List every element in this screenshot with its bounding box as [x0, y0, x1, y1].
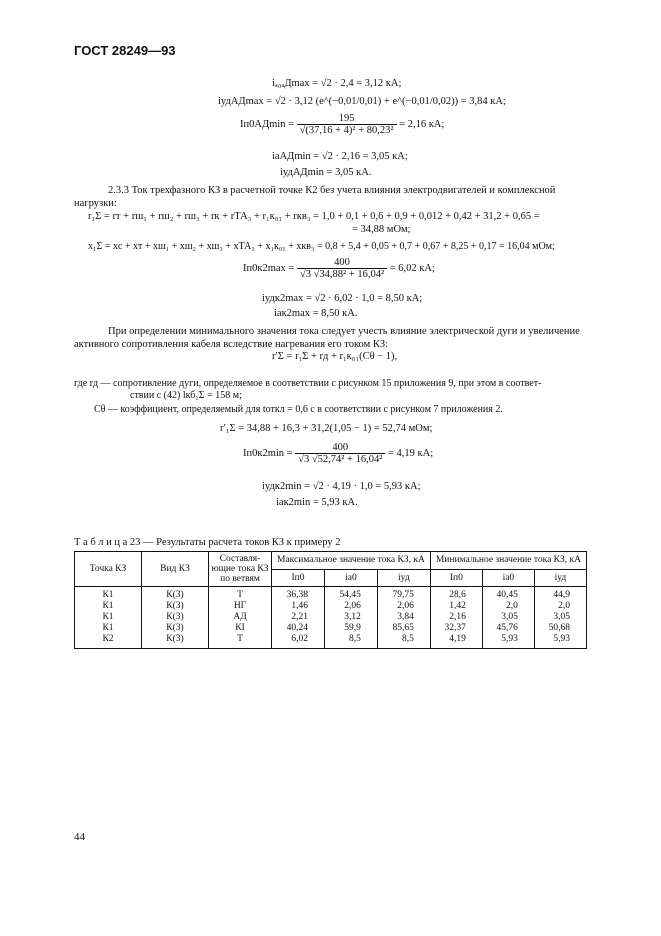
cell-value: 28,6 — [430, 587, 482, 602]
formula-r-sum-prime: r′Σ = r₁Σ + rд + r₁к₀₁(Cθ − 1), — [272, 351, 398, 362]
sub-ip0-max: Iп0 — [272, 569, 325, 587]
cell-point: К1 — [75, 587, 142, 602]
where-rd-cont: ствии с (42) lкб₁Σ = 158 м; — [130, 390, 242, 401]
formula-ip0-k2-max: Iп0к2max = $\frac{400}{\text{√3 √34,88² + 16,04²}}$ = 6,02 кА; — [243, 257, 435, 280]
formula-ip0-k2-min: Iп0к2min = $\frac{400}{\text{√3 √52,74² + 16,04²}}$ = 4,19 кА; — [243, 442, 434, 465]
cell-value: 5,93 — [534, 634, 586, 649]
cell-value: 2,06 — [324, 601, 377, 612]
cell-value: 2,0 — [534, 601, 586, 612]
cell-comp: Т — [209, 587, 272, 602]
cell-type: К(3) — [142, 623, 209, 634]
cell-value: 50,68 — [534, 623, 586, 634]
cell-value: 3,05 — [482, 612, 534, 623]
cell-value: 2,0 — [482, 601, 534, 612]
formula-iud-ad-max: iудАДmax = √2 · 3,12 (e^(−0,01/0,01) + e^(−0,01/0,02)) = 3,84 кА; — [218, 96, 506, 107]
formula-r1-sum: r₁Σ = rт + rш₁ + rш₂ + rш₃ + rк + rТА₃ + r₁к₀₁ + rкв₃ = 1,0 + 0,1 + 0,6 + 0,9 + 0,012 + 0,42 + 31,2 + 0,65 = — [88, 211, 540, 222]
cell-value: 32,37 — [430, 623, 482, 634]
cell-comp: Т — [209, 634, 272, 649]
sub-ia0-max: iа0 — [324, 569, 377, 587]
cell-value: 8,5 — [324, 634, 377, 649]
formula-r1-sum-result: = 34,88 мОм; — [352, 224, 411, 235]
paragraph-2-3-3: 2.3.3 Ток трехфазного КЗ в расчетной точке К2 без учета влияния электродвигателей и комплексной нагрузки: — [74, 185, 556, 209]
cell-comp: НГ — [209, 601, 272, 612]
fraction: $\frac{400}{\text{√3 √52,74² + 16,04²}}$ — [295, 442, 385, 465]
cell-value: 3,12 — [324, 612, 377, 623]
cell-value: 6,02 — [272, 634, 325, 649]
cell-value: 45,76 — [482, 623, 534, 634]
table-caption: Т а б л и ц а 23 — Результаты расчета токов КЗ к примеру 2 — [74, 537, 341, 548]
cell-value: 40,45 — [482, 587, 534, 602]
header-max: Максимальное значение тока КЗ, кА — [272, 552, 431, 570]
table-row — [75, 612, 587, 623]
cell-value: 3,05 — [534, 612, 586, 623]
cell-type: К(3) — [142, 612, 209, 623]
sub-ia0-min: iа0 — [482, 569, 534, 587]
formula-r1-sum-prime: r′₁Σ = 34,88 + 16,3 + 31,2(1,05 − 1) = 52,74 мОм; — [220, 423, 433, 434]
cell-value: 2,16 — [430, 612, 482, 623]
cell-value: 1,42 — [430, 601, 482, 612]
table-row — [75, 634, 587, 649]
formula-ia-ad-min: iаАДmin = √2 · 2,16 = 3,05 кА; — [272, 151, 408, 162]
where-ctheta: Cθ — коэффициент, определяемый для tоткл = 0,6 с в соответствии с рисунком 7 приложения 2. — [94, 404, 503, 415]
cell-point: К1 — [75, 612, 142, 623]
formula-iud-k2-max: iудк2max = √2 · 6,02 · 1,0 = 8,50 кА; — [262, 293, 423, 304]
cell-type: К(3) — [142, 601, 209, 612]
cell-value: 3,84 — [377, 612, 430, 623]
sub-ip0-min: Iп0 — [430, 569, 482, 587]
cell-value: 85,65 — [377, 623, 430, 634]
cell-type: К(3) — [142, 587, 209, 602]
header-point: Точка КЗ — [75, 552, 142, 587]
cell-type: К(3) — [142, 634, 209, 649]
cell-value: 40,24 — [272, 623, 325, 634]
cell-value: 44,9 — [534, 587, 586, 602]
page-number: 44 — [74, 831, 85, 843]
cell-value: 2,06 — [377, 601, 430, 612]
cell-value: 2,21 — [272, 612, 325, 623]
cell-value: 54,45 — [324, 587, 377, 602]
table-row — [75, 601, 587, 612]
cell-value: 5,93 — [482, 634, 534, 649]
formula-ip0-ad-min: Iп0АДmin = $\frac{195}{\text{√(37,16 + 4)² + 80,23²}}$ = 2,16 кА; — [240, 113, 445, 136]
formula-ia0-ad-max: iₐ₀ₐДmax = √2 · 2,4 = 3,12 кА; — [272, 78, 402, 89]
table-row — [75, 623, 587, 634]
header-components: Составля-ющие тока КЗ по ветвям — [209, 552, 272, 587]
table-row — [75, 587, 587, 602]
formula-ia-k2-min: iак2min = 5,93 кА. — [276, 497, 358, 508]
cell-value: 36,38 — [272, 587, 325, 602]
paragraph-min-current: При определении минимального значения тока следует учесть влияние электрической дуги и увеличение активного сопротивления кабеля вследствие нагревания его током КЗ: — [74, 326, 580, 350]
document-header: ГОСТ 28249—93 — [74, 43, 176, 58]
cell-comp: КI — [209, 623, 272, 634]
cell-point: К2 — [75, 634, 142, 649]
cell-value: 59,9 — [324, 623, 377, 634]
formula-iud-k2-min: iудк2min = √2 · 4,19 · 1,0 = 5,93 кА; — [262, 481, 421, 492]
sub-iud-max: iуд — [377, 569, 430, 587]
sub-iud-min: iуд — [534, 569, 586, 587]
formula-ia-k2-max: iак2max = 8,50 кА. — [274, 308, 358, 319]
cell-point: К1 — [75, 601, 142, 612]
header-type: Вид КЗ — [142, 552, 209, 587]
cell-value: 79,75 — [377, 587, 430, 602]
where-rd: где rд — сопротивление дуги, определяемое в соответствии с рисунком 15 приложения 9, при этом в соответ- — [74, 378, 542, 389]
formula-iud-ad-min: iудАДmin = 3,05 кА. — [280, 167, 372, 178]
formula-x1-sum: x₁Σ = xс + xт + xш₁ + xш₂ + xш₃ + xТА₃ + x₁к₀₁ + xкв₃ = 0,8 + 5,4 + 0,05 + 0,7 + 0,67 + 8,25 + 0,17 = 16,04 мОм; — [88, 241, 555, 252]
cell-point: К1 — [75, 623, 142, 634]
fraction: $\frac{195}{\text{√(37,16 + 4)² + 80,23²}}$ — [297, 113, 397, 136]
results-table — [74, 551, 587, 649]
fraction: $\frac{400}{\text{√3 √34,88² + 16,04²}}$ — [297, 257, 387, 280]
cell-value: 4,19 — [430, 634, 482, 649]
header-min: Минимальное значение тока КЗ, кА — [430, 552, 586, 570]
cell-value: 8,5 — [377, 634, 430, 649]
cell-comp: АД — [209, 612, 272, 623]
cell-value: 1,46 — [272, 601, 325, 612]
